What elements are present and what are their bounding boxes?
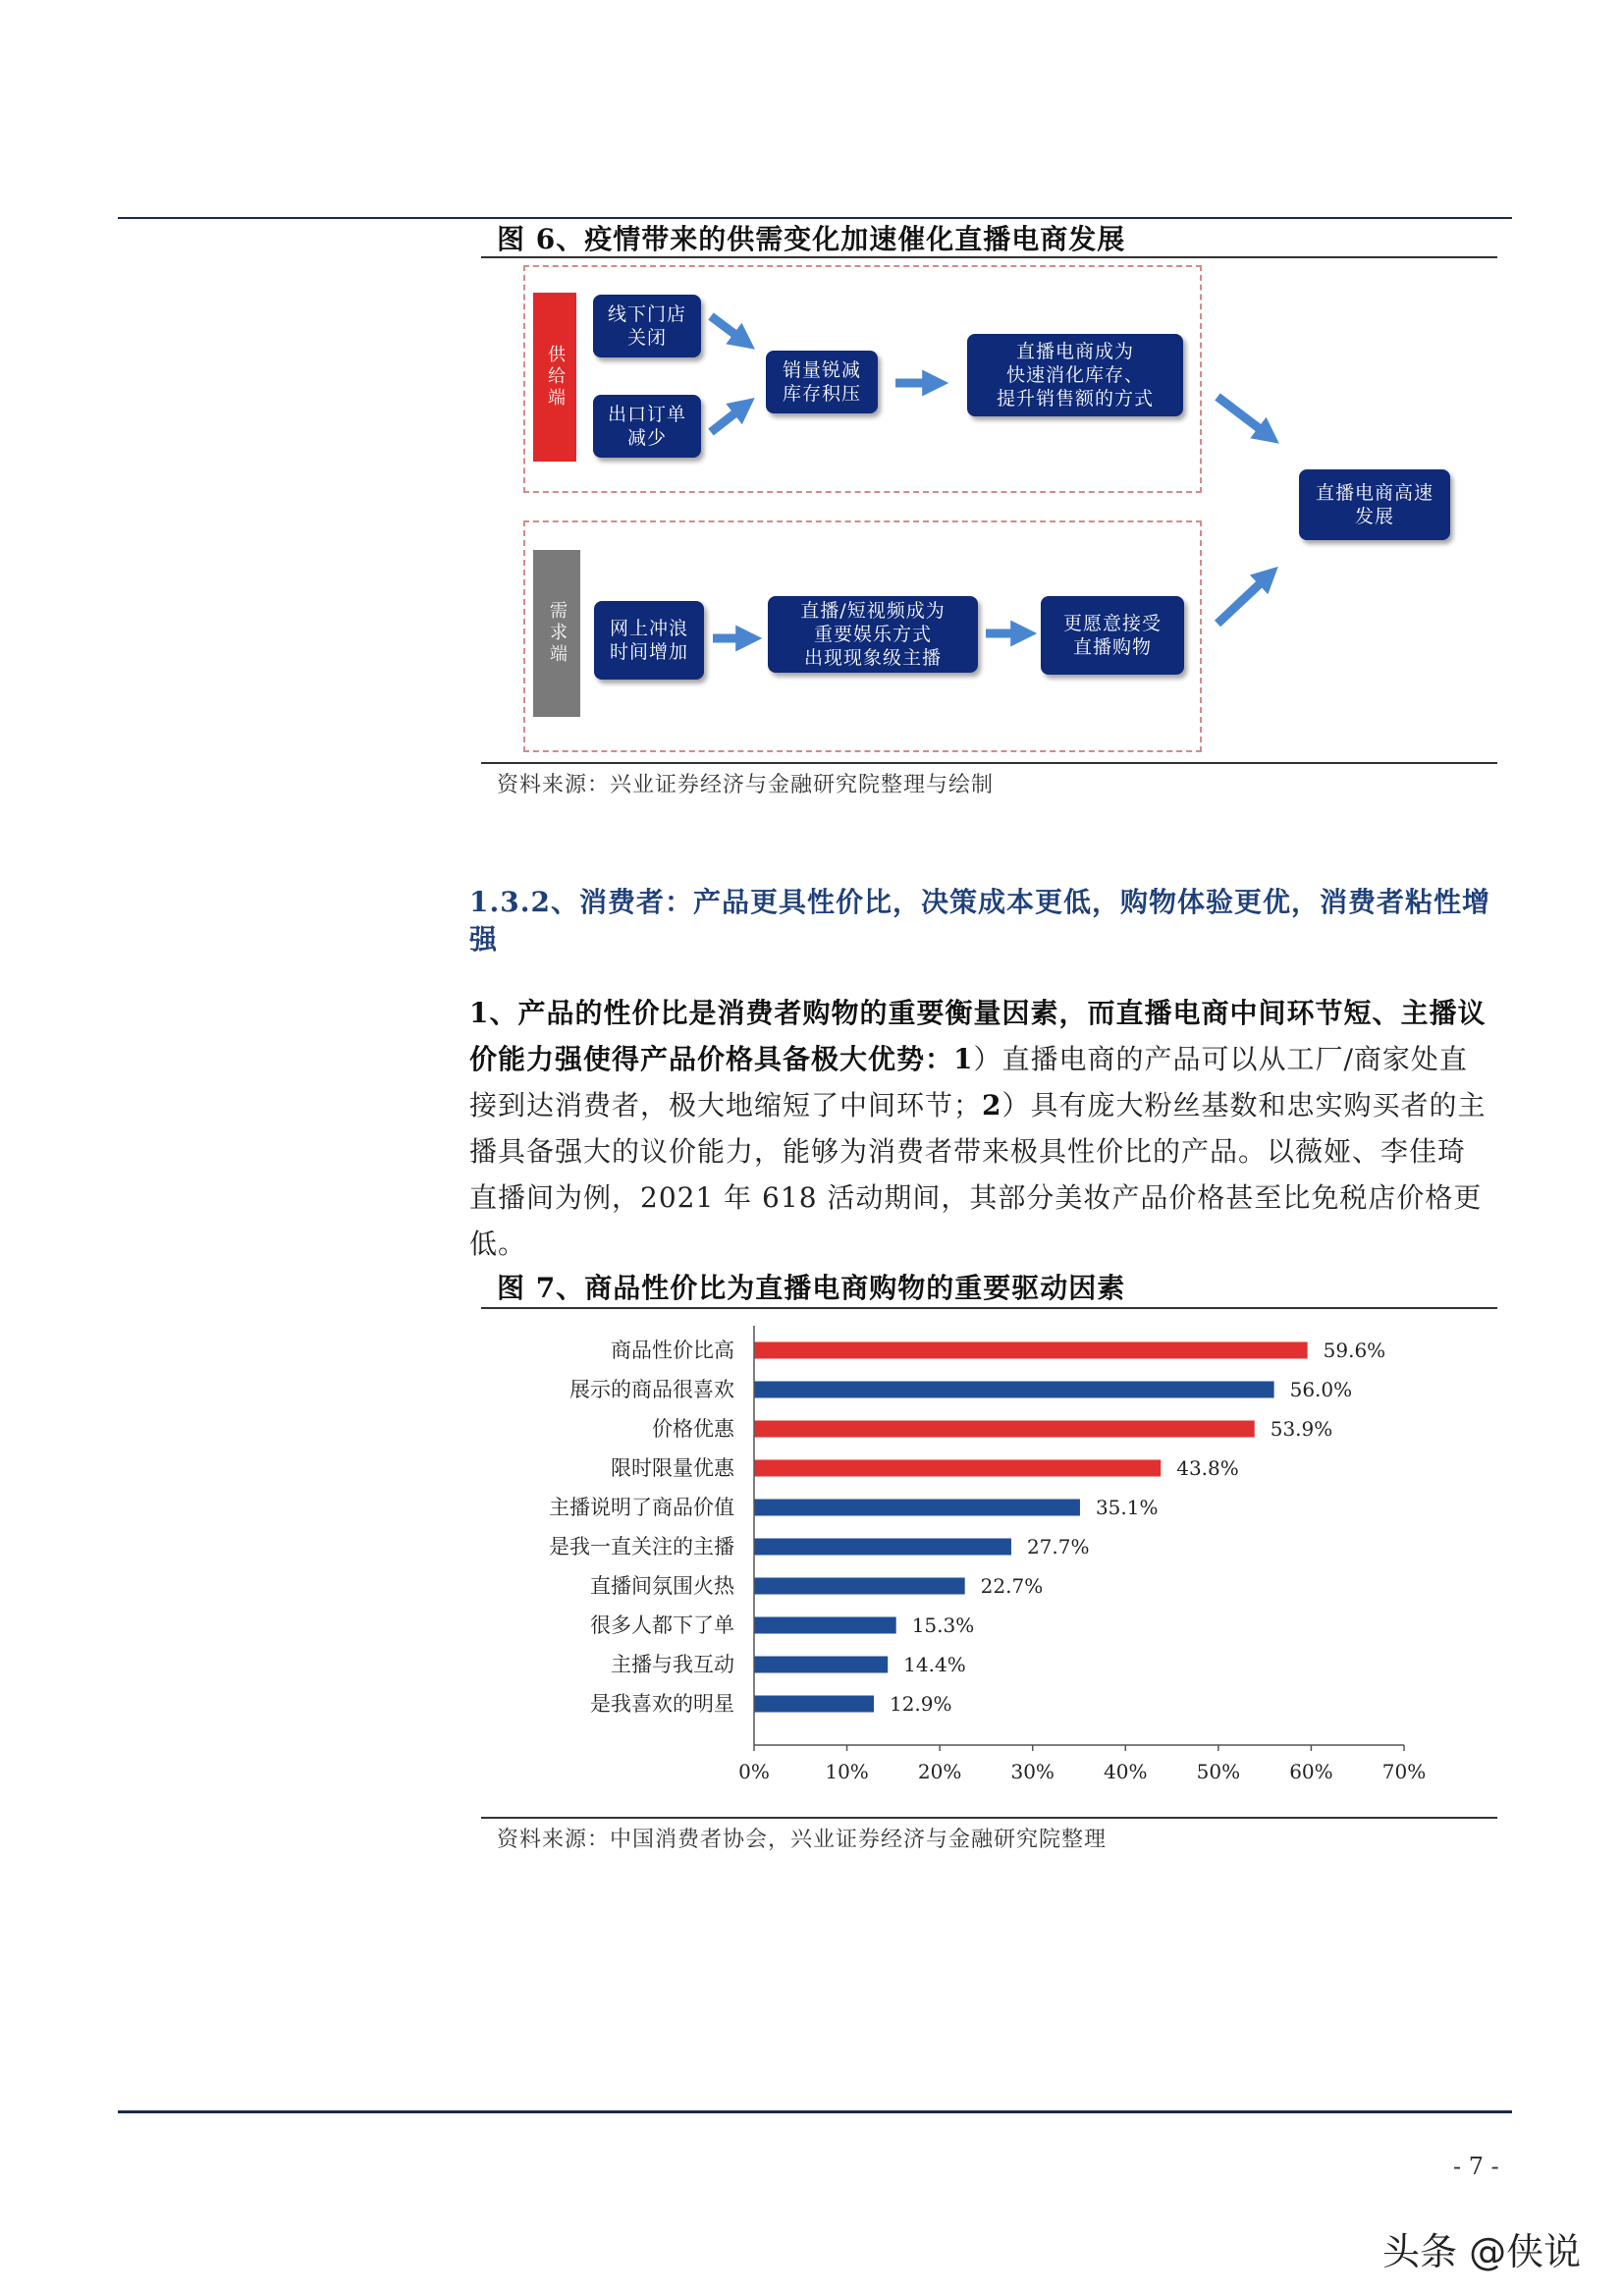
bar-category-label: 限时限量优惠: [611, 1456, 734, 1480]
watermark: 头条 @侠说: [1382, 2230, 1582, 2273]
arrow-offline-to-sales: [711, 316, 742, 340]
node-offline-closed: 线下门店 关闭: [593, 295, 701, 357]
bar: [754, 1382, 1274, 1398]
figure7-title: 图 7、商品性价比为直播电商购物的重要驱动因素: [497, 1272, 1126, 1304]
figure6-title: 图 6、疫情带来的供需变化加速催化直播电商发展: [497, 223, 1126, 255]
x-tick-label: 0%: [738, 1760, 770, 1783]
bar-value-label: 22.7%: [980, 1574, 1044, 1598]
bar-category-label: 价格优惠: [652, 1417, 734, 1441]
bar-category-label: 直播间氛围火热: [590, 1574, 734, 1598]
bar-value-label: 14.4%: [903, 1653, 966, 1676]
bar-category-label: 主播与我互动: [611, 1653, 734, 1676]
figure7-bottom-rule: [481, 1817, 1497, 1819]
figure6-bottom-rule: [481, 762, 1497, 764]
arrow-accept-to-growth: [1217, 577, 1267, 624]
x-tick-label: 30%: [1010, 1760, 1055, 1783]
bar-value-label: 56.0%: [1289, 1378, 1353, 1401]
footer-rule: [118, 2110, 1512, 2113]
node-livestream-way: 直播电商成为 快速消化库存、 提升销售额的方式: [967, 334, 1183, 416]
bar-value-label: 59.6%: [1323, 1339, 1386, 1362]
bar: [754, 1539, 1011, 1556]
para-text-1: ）直播电商的产品可以从工厂/商家处直接到达消费者，极大地缩短了中间环节；: [469, 1043, 1468, 1121]
figure7-title-rule: [481, 1307, 1497, 1309]
bar-value-label: 53.9%: [1270, 1417, 1333, 1441]
x-tick-label: 10%: [825, 1760, 869, 1783]
para-num-2: 2: [982, 1089, 1002, 1121]
figure6-source: 资料来源：兴业证券经济与金融研究院整理与绘制: [497, 773, 995, 797]
bar-value-label: 27.7%: [1026, 1535, 1090, 1558]
x-tick-label: 60%: [1289, 1760, 1333, 1783]
bar-chart: [0, 1316, 1623, 1787]
demand-label: 需求端: [533, 550, 580, 717]
bar: [754, 1696, 874, 1713]
node-rapid-growth: 直播电商高速 发展: [1299, 469, 1450, 540]
bar-category-label: 展示的商品很喜欢: [569, 1378, 734, 1401]
bar: [754, 1460, 1161, 1477]
figure7-source: 资料来源：中国消费者协会，兴业证券经济与金融研究院整理: [497, 1828, 1108, 1852]
node-entertainment: 直播/短视频成为 重要娱乐方式 出现现象级主播: [768, 596, 978, 673]
node-sales-drop: 销量锐减 库存积压: [766, 351, 878, 413]
x-tick-label: 50%: [1196, 1760, 1241, 1783]
node-accept-shopping: 更愿意接受 直播购物: [1041, 596, 1184, 675]
bar-value-label: 15.3%: [911, 1613, 975, 1637]
bar: [754, 1578, 965, 1595]
bar: [754, 1421, 1255, 1438]
bar: [754, 1657, 888, 1673]
bar: [754, 1617, 896, 1634]
bar-category-label: 是我一直关注的主播: [549, 1535, 734, 1558]
arrow-livestream-to-growth: [1217, 397, 1267, 434]
supply-label: 供给端: [533, 293, 576, 462]
bar-category-label: 很多人都下了单: [590, 1613, 734, 1637]
bar-value-label: 43.8%: [1176, 1456, 1239, 1480]
x-tick-label: 70%: [1381, 1760, 1427, 1783]
para-text-2: ）具有庞大粉丝基数和忠实购买者的主播具备强大的议价能力，能够为消费者带来极具性价比的产品。以薇娅、李佳琦直播间为例，2021 年 618 活动期间，其部分美妆产品价格甚至比免税店价格更低。: [469, 1089, 1487, 1260]
body-paragraph: [469, 990, 1490, 1267]
node-online-time: 网上冲浪 时间增加: [594, 601, 704, 680]
bar-category-label: 商品性价比高: [611, 1339, 734, 1362]
x-tick-label: 20%: [917, 1760, 962, 1783]
bar-category-label: 主播说明了商品价值: [549, 1496, 734, 1519]
bar: [754, 1342, 1308, 1359]
para-num-1: 1: [953, 1043, 974, 1075]
bar: [754, 1500, 1080, 1516]
x-tick-label: 40%: [1104, 1760, 1148, 1783]
page-number: - 7 -: [1453, 2153, 1499, 2180]
arrow-export-to-sales: [711, 408, 742, 432]
bar-category-label: 是我喜欢的明星: [590, 1692, 734, 1716]
section-heading: 1.3.2、消费者：产品更具性价比，决策成本更低，购物体验更优，消费者粘性增强: [469, 886, 1490, 956]
figure6-arrows: [0, 0, 1623, 884]
para-bold-lead: 1、产品的性价比是消费者购物的重要衡量因素，而直播电商中间环节短、主播议价能力强使得产品价格具备极大优势：: [469, 997, 1487, 1075]
node-export-down: 出口订单 减少: [593, 395, 701, 458]
bar-value-label: 35.1%: [1095, 1496, 1159, 1519]
bar-value-label: 12.9%: [889, 1692, 952, 1716]
